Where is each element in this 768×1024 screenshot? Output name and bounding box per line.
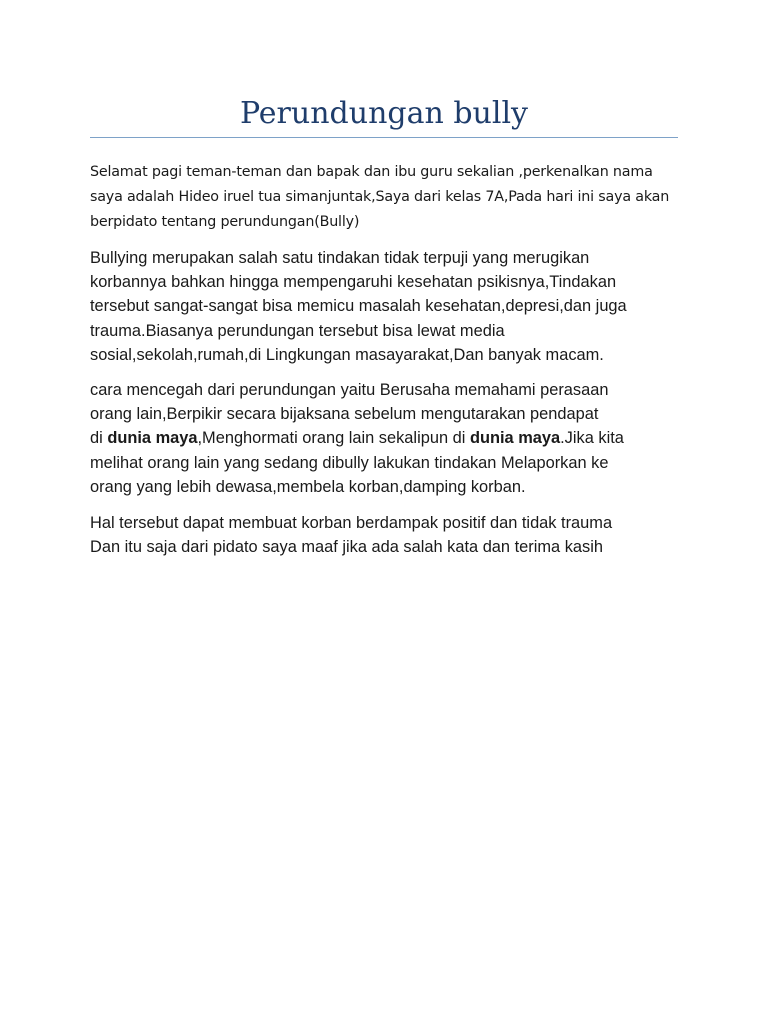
paragraph-line: saya adalah Hideo iruel tua simanjuntak,Saya dari kelas 7A,Pada hari ini saya akan (90, 189, 670, 205)
bold-term: dunia maya (107, 429, 198, 448)
paragraph-line: trauma.Biasanya perundungan tersebut bisa lewat media (90, 321, 505, 340)
paragraph-line: sosial,sekolah,rumah,di Lingkungan masayarakat,Dan banyak macam. (90, 345, 604, 364)
paragraph-line: korbannya bahkan hingga mempengaruhi kesehatan psikisnya,Tindakan (90, 273, 617, 292)
paragraph-line: orang yang lebih dewasa,membela korban,damping korban. (90, 477, 526, 496)
paragraph-greeting (90, 160, 678, 235)
paragraph-line: melihat orang lain yang sedang dibully lakukan tindakan Melaporkan ke (90, 453, 609, 472)
bold-term: dunia maya (469, 429, 561, 448)
paragraph-line: cara mencegah dari perundungan yaitu Berusaha memahami perasaan (90, 381, 609, 399)
paragraph-line: Hal tersebut dapat membuat korban berdampak positif dan tidak trauma (90, 514, 613, 532)
paragraph-line-mixed (90, 426, 678, 450)
text-run: ,Menghormati orang lain sekalipun di (197, 429, 470, 448)
document-title: Perundungan bully (239, 96, 529, 131)
paragraph-line: berpidato tentang perundungan(Bully) (90, 214, 360, 230)
paragraph-line: orang lain,Berpikir secara bijaksana sebelum mengutarakan pendapat (90, 405, 599, 424)
paragraph-definition (90, 246, 678, 367)
paragraph-line: Bullying merupakan salah satu tindakan tidak terpuji yang merugikan (90, 249, 590, 267)
paragraph-prevention (90, 378, 678, 499)
paragraph-line: tersebut sangat-sangat bisa memicu masalah kesehatan,depresi,dan juga (90, 297, 627, 316)
paragraph-line: Dan itu saja dari pidato saya maaf jika ada salah kata dan terima kasih (90, 538, 603, 557)
text-run: .Jika kita (560, 429, 624, 448)
paragraph-line: Selamat pagi teman-teman dan bapak dan ibu guru sekalian ,perkenalkan nama (90, 164, 653, 180)
text-run: di (90, 429, 108, 448)
paragraph-closing (90, 511, 678, 559)
title-underline (90, 137, 678, 138)
